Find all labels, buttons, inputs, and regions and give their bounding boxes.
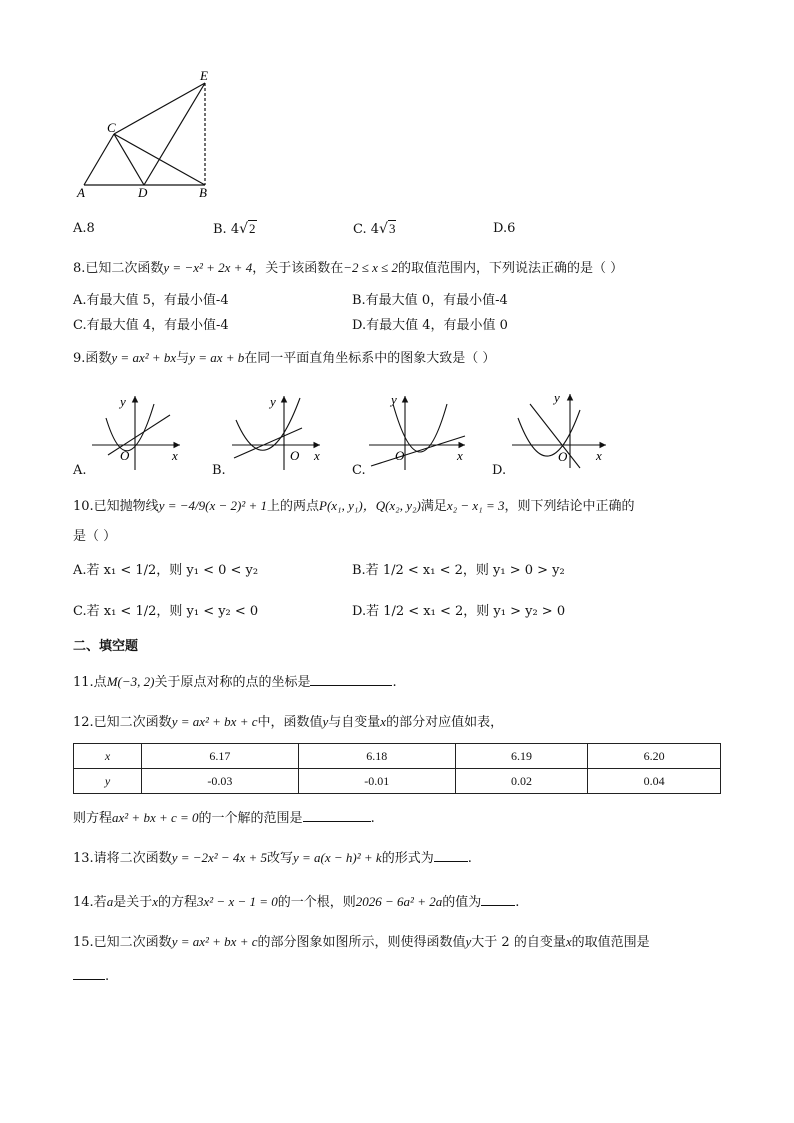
svg-text:y: y: [391, 392, 397, 407]
q15-function: y = ax² + bx + c: [171, 934, 258, 949]
q8-option-b[interactable]: B.有最大值 0，有最小值-4: [352, 293, 508, 308]
table-cell: 6.20: [588, 744, 721, 769]
q12-answer-blank[interactable]: [303, 808, 371, 822]
q11-stem: 11.点M(−3, 2)关于原点对称的点的坐标是 .: [73, 674, 397, 690]
table-cell: 6.18: [298, 744, 455, 769]
q12-function: y = ax² + bx + c: [171, 714, 258, 729]
table-row: [74, 744, 721, 769]
q9-option-d-label[interactable]: D.: [492, 463, 507, 478]
q9-option-b-label[interactable]: B.: [212, 463, 226, 478]
q9-option-c-label[interactable]: C.: [352, 463, 366, 478]
q9-c-line: [371, 436, 465, 466]
q7-option-a[interactable]: A.8: [73, 221, 95, 236]
svg-text:O: O: [290, 448, 300, 463]
q7-option-d[interactable]: D.6: [493, 221, 516, 236]
label-e: E: [200, 68, 208, 83]
label-c: C: [107, 120, 116, 135]
q10-points: P(x₁, y₁)，Q(x₂, y₂): [319, 498, 421, 513]
table-cell: 0.02: [455, 769, 588, 794]
q14-answer-blank[interactable]: [481, 892, 515, 906]
sqrt-2: 2: [249, 221, 256, 236]
q12-stem: 12.已知二次函数y = ax² + bx + c中，函数值y与自变量x的部分对应值如表，: [73, 714, 504, 730]
q8-range: −2 ≤ x ≤ 2: [343, 260, 399, 275]
segment-ac: [84, 134, 114, 185]
svg-text:y: y: [554, 390, 560, 405]
q14-stem: 14.若a是关于x的方程3x² − x − 1 = 0的一个根，则2026 − 6a² + 2a的值为 .: [73, 894, 520, 910]
segment-ce: [114, 83, 205, 134]
q9-a-line: [108, 415, 170, 455]
q10-option-c[interactable]: C.若 x₁ < 1/2，则 y₁ < y₂ < 0: [73, 604, 259, 619]
q9-function-1: y = ax² + bx: [111, 350, 177, 365]
svg-text:y: y: [120, 394, 126, 409]
label-b: B: [199, 185, 207, 198]
table-cell: 6.17: [142, 744, 299, 769]
q13-function: y = −2x² − 4x + 5: [171, 850, 267, 865]
q9-graph-c[interactable]: [365, 390, 480, 472]
svg-text:x: x: [596, 448, 602, 463]
svg-text:x: x: [457, 448, 463, 463]
q8-option-d[interactable]: D.有最大值 4，有最小值 0: [352, 318, 508, 333]
q11-answer-blank[interactable]: [310, 672, 392, 686]
q7-option-b[interactable]: B. 4√2: [213, 221, 256, 237]
section-heading-fill-blank: 二、填空题: [73, 639, 139, 654]
q9-graph-d[interactable]: [508, 388, 618, 470]
table-cell: 6.19: [455, 744, 588, 769]
segment-de: [144, 83, 205, 185]
q15-stem: 15.已知二次函数y = ax² + bx + c的部分图象如图所示，则使得函数值y大于 2 的自变量x的取值范围是: [73, 934, 650, 950]
q9-stem: 9.函数y = ax² + bx与y = ax + b在同一平面直角坐标系中的图象大致是（ ）: [73, 350, 496, 366]
q9-graph-b[interactable]: [228, 390, 338, 472]
q9-function-2: y = ax + b: [189, 350, 245, 365]
q8-option-c[interactable]: C.有最大值 4，有最小值-4: [73, 318, 229, 333]
q12-stem-line2: 则方程ax² + bx + c = 0的一个解的范围是 .: [73, 810, 375, 826]
table-row: [74, 769, 721, 794]
q10-function: y = −4/9(x − 2)² + 1: [158, 498, 267, 513]
q15-stem-line2: .: [73, 966, 109, 986]
q10-option-b[interactable]: B.若 1/2 < x₁ < 2，则 y₁ > 0 > y₂: [352, 563, 565, 578]
label-d: D: [138, 185, 148, 198]
sqrt-3: 3: [388, 221, 396, 236]
svg-text:x: x: [172, 448, 178, 463]
table-header-y: y: [74, 769, 142, 794]
table-header-x: x: [74, 744, 142, 769]
q14-equation: 3x² − x − 1 = 0: [197, 894, 278, 909]
table-cell: -0.01: [298, 769, 455, 794]
svg-text:x: x: [314, 448, 320, 463]
q9-d-parabola: [518, 410, 580, 456]
svg-text:O: O: [558, 449, 568, 464]
q11-point: M(−3, 2): [106, 674, 155, 689]
q15-answer-blank[interactable]: [73, 966, 105, 980]
q7-triangle-figure: [74, 68, 224, 198]
q10-stem-line2: 是（ ）: [73, 529, 117, 544]
svg-text:y: y: [270, 394, 276, 409]
q14-expression: 2026 − 6a² + 2a: [355, 894, 443, 909]
svg-text:O: O: [120, 448, 130, 463]
q9-option-a-label[interactable]: A.: [73, 463, 87, 478]
q8-function: y = −x² + 2x + 4: [163, 260, 253, 275]
q9-d-line: [530, 404, 580, 468]
q10-stem: 10.已知抛物线y = −4/9(x − 2)² + 1上的两点P(x₁, y₁)，Q(x₂, y₂)满足x₂ − x₁ = 3，则下列结论中正确的: [73, 498, 635, 514]
q9-a-parabola: [106, 404, 154, 451]
q8-stem: 8.已知二次函数y = −x² + 2x + 4，关于该函数在−2 ≤ x ≤ 2的取值范围内，下列说法正确的是（ ）: [73, 260, 624, 276]
q13-stem: 13.请将二次函数y = −2x² − 4x + 5改写y = a(x − h)² + k的形式为 .: [73, 850, 472, 866]
table-cell: 0.04: [588, 769, 721, 794]
q10-condition: x₂ − x₁ = 3: [446, 498, 505, 513]
svg-text:O: O: [395, 448, 405, 463]
q12-equation: ax² + bx + c = 0: [112, 810, 199, 825]
q13-answer-blank[interactable]: [434, 848, 468, 862]
q10-option-a[interactable]: A.若 x₁ < 1/2，则 y₁ < 0 < y₂: [73, 563, 259, 578]
q13-vertex-form: y = a(x − h)² + k: [293, 850, 382, 865]
q10-option-d[interactable]: D.若 1/2 < x₁ < 2，则 y₁ > y₂ > 0: [352, 604, 566, 619]
q8-option-a[interactable]: A.有最大值 5，有最小值-4: [73, 293, 229, 308]
q7-option-c[interactable]: C. 4√3: [353, 221, 396, 237]
label-a: A: [77, 185, 85, 198]
segment-cd: [114, 134, 144, 185]
q9-graph-a[interactable]: [88, 390, 198, 472]
table-cell: -0.03: [142, 769, 299, 794]
q12-value-table: [73, 743, 721, 794]
